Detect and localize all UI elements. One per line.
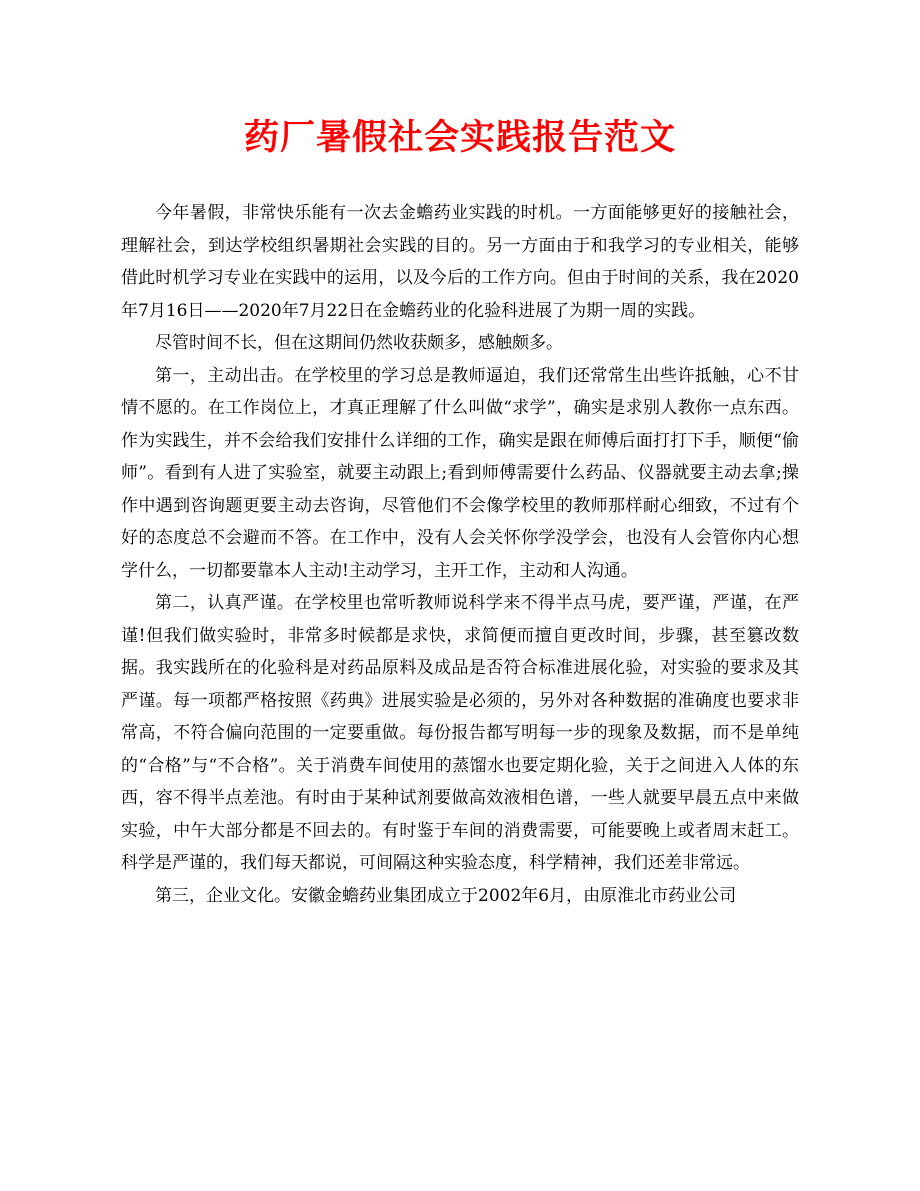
paragraph: 今年暑假，非常快乐能有一次去金蟾药业实践的时机。一方面能够更好的接触社会，理解社会，到达学校组织暑期社会实践的目的。另一方面由于和我学习的专业相关，能够借此时机学习专业在实践中的运用，以及今后的工作方向。但由于时间的关系，我在2020年7月16日——2020年7月22日在金蟾药业的化验科进展了为期一周的实践。	[121, 203, 799, 321]
document-title: 药厂暑假社会实践报告范文	[243, 117, 676, 158]
paragraph: 第三，企业文化。安徽金蟾药业集团成立于2002年6月，由原淮北市药业公司	[155, 885, 737, 906]
document-body	[121, 197, 799, 912]
paragraph: 第一，主动出击。在学校里的学习总是教师逼迫，我们还常常生出些许抵触，心不甘情不愿的。在工作岗位上，才真正理解了什么叫做“求学”，确实是求别人教你一点东西。作为实践生，并不会给我们安排什么详细的工作，确实是跟在师傅后面打打下手，顺便“偷师”。看到有人进了实验室，就要主动跟上;看到师傅需要什么药品、仪器就要主动去拿;操作中遇到咨询题更要主动去咨询，尽管他们不会像学校里的教师那样耐心细致，不过有个好的态度总不会避而不答。在工作中，没有人会关怀你学没学会，也没有人会管你内心想学什么，一切都要靠本人主动!主动学习，主开工作，主动和人沟通。	[121, 365, 799, 581]
paragraph: 尽管时间不长，但在这期间仍然收获颇多，感触颇多。	[155, 333, 563, 353]
paragraph: 第二，认真严谨。在学校里也常听教师说科学来不得半点马虎，要严谨，严谨，在严谨!但我们做实验时，非常多时候都是求快，求简便而擅自更改时间，步骤，甚至篡改数据。我实践所在的化验科是对药品原料及成品是否符合标准进展化验，对实验的要求及其严谨。每一项都严格按照《药典》进展实验是必须的，另外对各种数据的准确度也要求非常高，不符合偏向范围的一定要重做。每份报告都写明每一步的现象及数据，而不是单纯的“合格”与“不合格”。关于消费车间使用的蒸馏水也要定期化验，关于之间进入人体的东西，容不得半点差池。有时由于某种试剂要做高效液相色谱，一些人就要早晨五点中来做实验，中午大部分都是不回去的。有时鉴于车间的消费需要，可能要晚上或者周末赶工。科学是严谨的，我们每天都说，可间隔这种实验态度，科学精神，我们还差非常远。	[121, 593, 799, 873]
